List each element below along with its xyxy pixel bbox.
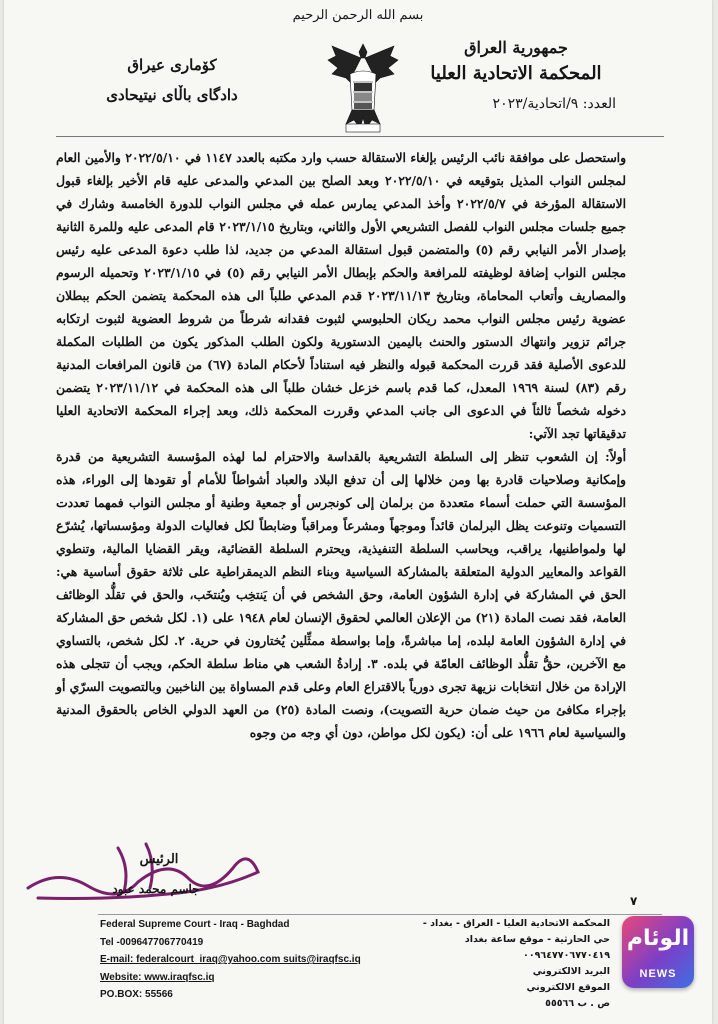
text-line: والأمين العام لمجلس النواب المذيل بتوقيعه في ٢٠٢٢/٥/١٠ وبعد الصلح بين المدعي والمدعى عليه قام	[56, 150, 627, 188]
footer-phone-arabic: ٠٠٩٦٤٧٧٠٦٧٧٠٤١٩	[523, 950, 610, 961]
signature-scribble	[18, 828, 278, 918]
page-number: ٧	[630, 894, 638, 908]
iraq-eagle-emblem	[324, 38, 402, 136]
news-logo-badge[interactable]	[622, 916, 694, 988]
country-name-arabic: جمهورية العراق	[464, 38, 568, 57]
text-line: العامة، فقد نصت المادة (٢١) من الإعلان العالمي لحقوق الإنسان لعام ١٩٤٨ على (١. لكل شخص حق	[103, 610, 626, 625]
news-logo-text: الوئام	[626, 926, 690, 951]
text-line: الحق في المشاركة في إدارة الشؤون العامة، وحق الشخص في أن يَنتخِب ويُنتخَب، والحق في تقلُّد الوظائف	[56, 587, 626, 602]
footer-pobox: PO.BOX: 55566	[100, 989, 173, 1000]
footer-phone: Tel -009647706770419	[100, 936, 204, 948]
text-line: الخامسة وشارك في جميع جلسات مجلس النواب للفصل التشريعي الأول والثاني، وبتاريخ ٢٠٢٣/١/١٥	[56, 196, 626, 234]
text-line: الى جانب المدعي وقررت المحكمة ذلك، وبعد إجراء المحكمة الاتحادية العليا تدقيقاتها تجد الآتي:	[56, 403, 626, 441]
footer-court-name: Federal Supreme Court - Iraq - Baghdad	[100, 919, 290, 930]
text-line: رقم (٥) في ٢٠٢٣/١/١٥ وتحميله الرسوم والمصاريف وأتعاب المحاماة، وبتاريخ ٢٠٢٣/١١/١٣ قدم	[56, 265, 627, 303]
header-divider	[56, 136, 664, 137]
basmala: بسم الله الرحمن الرحيم	[292, 8, 424, 23]
text-line: وتنوعت يظل البرلمان قائداً وموجهاً ومشرعاً ومراقباً وضابطاً لكل فعاليات الدولة ومؤسساتها، يُشرّع لها	[56, 518, 626, 556]
signature-title: الرئيس	[139, 852, 179, 867]
paragraph-2	[56, 445, 626, 744]
text-line: قام المدعى عليه وللمرة الثانية بإصدار الأمر النيابي رقم (٥) والمتضمن قبول استقالة المدعي من جديد،	[56, 219, 626, 257]
footer-website-label-arabic: الموقع الالكتروني	[526, 982, 610, 993]
text-line: المشاركة في إدارة الشؤون العامة لبلده، إما مباشرةً، وإما بواسطة ممثِّلين يُختارون في حرية. ٢. لكل شخص،	[56, 610, 626, 648]
text-line: الناخبين وبالتصويت السرّي أو بإجراء مكافئ من حيث ضمان حرية التصويت)، ونصت المادة (٢٥) من العهد	[56, 679, 627, 717]
text-line: وصلاحيات قادرة بها ومن خلالها إلى أن تدفع البلاد والعباد أشواطاً للأمام أو تقودها إلى الوراء، هذه المؤسسة	[56, 472, 626, 510]
footer-email[interactable]: E-mail: federalcourt_iraq@yahoo.com suits@iraqfsc.iq	[100, 954, 361, 965]
news-logo-subtext: NEWS	[639, 968, 677, 980]
text-line: ولكون الطلب المذكور يكون من الطلبات المكملة للدعوى الأصلية فقد قررت المحكمة قبوله والنظر فيه	[56, 334, 626, 372]
signer-name: جاسم محمد عبود	[112, 882, 200, 896]
text-line: ويجب أن تتجلى هذه الإرادة من خلال انتخابات نزيهة تجرى دورياً بالاقتراع العام وعلى قدم المساواة بين	[56, 656, 626, 694]
text-line: استناداً لأحكام المادة (٦٧) من قانون المرافعات المدنية رقم (٨٣) لسنة ١٩٦٩ المعدل،	[56, 357, 626, 395]
text-line: لثبوت فقدانه شرطاً من شروط العضوية لثبوت ارتكابه جرائم تزوير وانتهاك الدستور والحنث باليمين الدستورية	[56, 311, 626, 349]
text-line: المدعي طلباً الى هذه المحكمة يتضمن الحكم ببطلان عضوية رئيس مجلس النواب محمد ريكان الحلبوسي	[56, 288, 626, 326]
text-line: ولمواطنيها، يراقب، ويحاسب السلطة التنفيذية، ويحترم السلطة القضائية، ويقر القضايا المالية، وتنطوي	[56, 541, 606, 556]
footer-address-arabic: المحكمة الاتحادية العليا - العراق - بغداد - حي الحارثية - موقع ساعة بغداد	[422, 918, 610, 945]
text-line: كما قدم باسم خزعل خشان طلباً الى هذه المحكمة في ٢٠٢٣/١١/١٢ يتضمن دخوله شخصاً ثالثاً في الدعوى	[56, 380, 626, 418]
footer-english	[100, 916, 390, 1004]
header-right-block	[416, 38, 616, 112]
document-number: العدد: ٩/اتحادية/٢٠٢٣	[492, 96, 616, 112]
document-page	[4, 0, 712, 1024]
text-line: القواعد والمعايير الدولية المتعلقة بالمشاركة السياسية وبناء النظم الديمقراطية على ثلاثة حقوق أساسية هي:	[56, 564, 626, 579]
text-line: التي حملت أسماء متعددة من برلمان إلى كونجرس أو جمعية وطنية أو مجلس النواب فمهما تعددت التسميات	[56, 495, 626, 533]
paragraph-1	[56, 146, 626, 445]
text-line: أولاً: إن الشعوب تنظر إلى السلطة التشريعية بالقداسة والاحترام لما لهذه المؤسسة التشريعية من قدرة وإمكانية	[56, 449, 626, 487]
text-line: لذا طلب دعوة المدعى عليه رئيس مجلس النواب إضافة لوظيفته للمرافعة والحكم بإبطال الأمر النيابي	[56, 242, 626, 280]
text-line: واستحصل على موافقة نائب الرئيس بإلغاء الاستقالة حسب وارد مكتبه بالعدد ١١٤٧ في ٢٠٢٢/٥/١٠	[120, 150, 627, 165]
text-line: الدولي الخاص بالحقوق المدنية والسياسية لعام ١٩٦٦ على أن: (يكون لكل مواطن، دون أي وجه من وجوه	[56, 702, 626, 740]
footer-pobox-arabic: ص . ب ٥٥٥٦٦	[545, 998, 610, 1009]
court-name-kurdish: دادگاى باڵاى نيتيحادى	[106, 86, 238, 104]
header-left-block	[92, 50, 252, 110]
footer-website[interactable]: Website: www.iraqfsc.iq	[100, 971, 215, 983]
judgment-body	[56, 146, 626, 744]
text-line: بالتساوي مع الآخرين، حقُّ تقلُّد الوظائف العامّة في بلده. ٣. إرادةُ الشعب هي مناط سلطة الحكم،	[56, 633, 627, 671]
footer-arabic	[410, 916, 610, 1012]
footer-divider	[98, 914, 662, 915]
country-name-kurdish: كۆمارى عيراق	[127, 56, 217, 74]
text-line: الأخير بإلغاء قبول الاستقالة المؤرخة في ٢٠٢٢/٥/٧ وأخذ المدعي يمارس عمله في مجلس النواب للدورة	[56, 173, 626, 211]
court-name-arabic: المحكمة الاتحادية العليا	[430, 63, 602, 84]
footer-email-label-arabic: البريد الالكتروني	[532, 966, 610, 977]
